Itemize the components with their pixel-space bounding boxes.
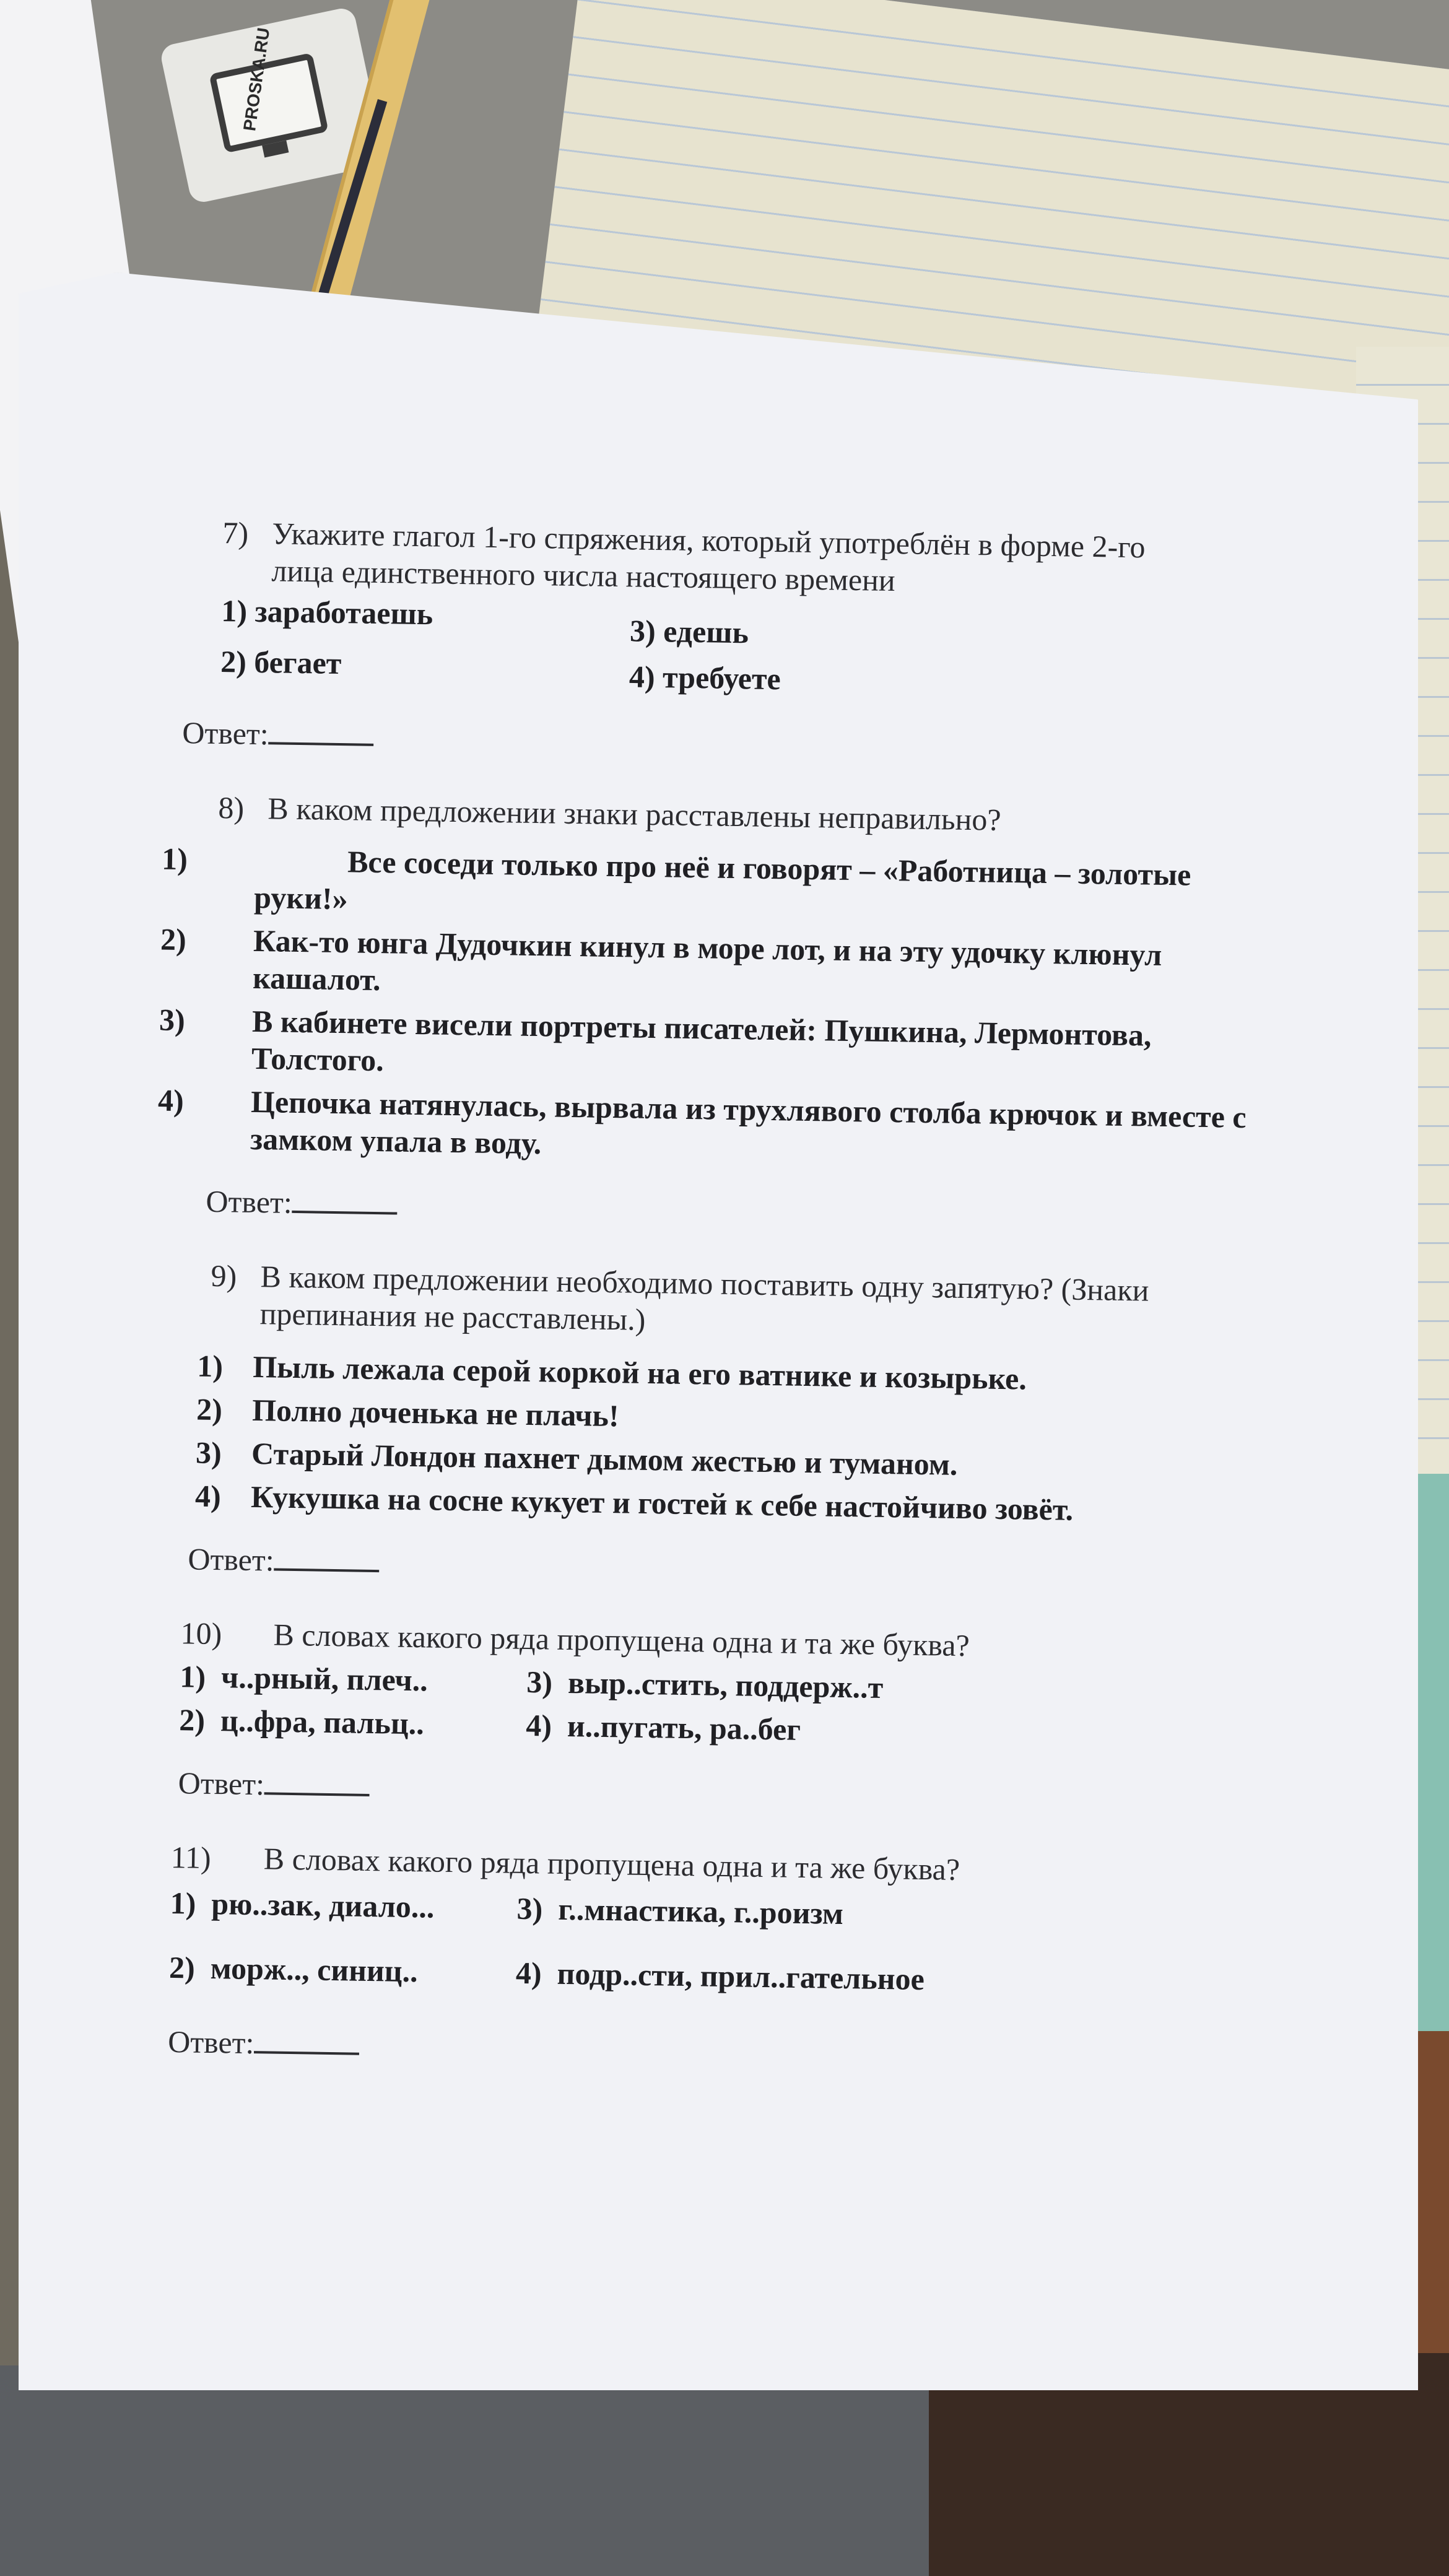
option-number: 3) [195, 1435, 222, 1471]
option-text: рю..зак, диало... [211, 1886, 435, 1925]
question-11 [168, 1838, 1267, 2078]
option-2 [220, 643, 630, 695]
option-2 [169, 1949, 516, 1991]
monitor-logo-icon [209, 26, 328, 154]
worksheet-content [157, 514, 1288, 2115]
question-text-continued: препинания не расставлены.) [259, 1296, 646, 1337]
logo-text: PROSKA.RU [240, 26, 274, 133]
option-3 [630, 598, 1039, 655]
question-text: В словах какого ряда пропущена одна и та же буква? [273, 1617, 970, 1663]
answer-label: Ответ: [182, 715, 269, 752]
answer-label: Ответ: [188, 1541, 275, 1578]
option-4 [526, 1707, 935, 1750]
option-text: Полно доченька не плачь! [251, 1392, 620, 1434]
answer-line[interactable] [254, 2032, 360, 2055]
option-text: г..мнастика, г..роизм [557, 1891, 844, 1931]
option-1 [161, 840, 1283, 932]
answer-line[interactable] [268, 723, 374, 746]
answer-field [206, 1183, 1277, 1237]
option-number: 1) [161, 841, 188, 877]
option-text: Кукушка на сосне кукует и гостей к себе настойчиво зовёт. [250, 1479, 1074, 1527]
option-1 [221, 592, 630, 649]
option-4 [157, 1081, 1279, 1173]
option-text: Цепочка натянулась, вырвала из трухлявого столба крючок и вместе с замком упала в воду. [250, 1084, 1247, 1161]
answer-field [178, 1764, 1268, 1819]
answer-field [188, 1540, 1272, 1594]
options-row [169, 1949, 1266, 2003]
answer-label: Ответ: [167, 2024, 255, 2061]
option-number: 1) [170, 1885, 196, 1921]
option-text-value: Все соседи только про неё и говорят – «Работница – золотые руки!» [253, 844, 1191, 916]
option-number: 4) [515, 1955, 542, 1991]
option-text: бегает [253, 644, 342, 681]
question-9 [188, 1257, 1276, 1595]
option-number: 1) [196, 1348, 224, 1384]
question-10 [178, 1614, 1271, 1819]
question-number: 8) [218, 790, 245, 825]
answer-line[interactable] [274, 1550, 380, 1573]
option-1 [180, 1658, 527, 1700]
option-number: 3) [516, 1891, 543, 1926]
option-number: 3) [159, 1002, 186, 1038]
option-number: 2) [178, 1702, 206, 1738]
option-number: 4) [629, 659, 656, 694]
question-number: 10) [180, 1616, 222, 1651]
option-number: 2) [168, 1949, 196, 1985]
option-number: 1) [180, 1659, 206, 1694]
option-text: В кабинете висели портреты писателей: Пушкина, Лермонтова, Толстого. [251, 1003, 1152, 1078]
option-text: выр..стить, поддерж..т [567, 1664, 884, 1705]
question-8-prompt [218, 789, 1284, 843]
option-text: едешь [663, 614, 749, 650]
answer-field [182, 714, 1285, 768]
question-text-continued: лица единственного числа настоящего времени [271, 553, 896, 598]
option-number: 3) [629, 613, 656, 648]
question-11-prompt [170, 1838, 1267, 1893]
option-number: 4) [157, 1082, 185, 1118]
option-text: ч..рный, плеч.. [220, 1660, 429, 1698]
question-text: В каком предложении знаки расставлены неправильно? [268, 791, 1002, 837]
option-text: подр..сти, прил..гательное [557, 1956, 925, 1997]
answer-line[interactable] [292, 1192, 398, 1215]
answer-label: Ответ: [178, 1765, 265, 1802]
option-4 [516, 1954, 1074, 2000]
question-number: 7) [222, 515, 249, 550]
options-list [157, 840, 1283, 1173]
option-3 [526, 1663, 936, 1707]
option-1 [170, 1884, 517, 1927]
question-8 [157, 789, 1284, 1237]
option-text: и..пугать, ра..бег [567, 1708, 801, 1747]
question-text: В словах какого ряда пропущена одна и та же буква? [263, 1841, 960, 1887]
option-2 [160, 921, 1282, 1012]
question-7 [182, 514, 1288, 768]
answer-label: Ответ: [206, 1183, 293, 1220]
option-text: Старый Лондон пахнет дымом жестью и туманом. [251, 1435, 958, 1482]
answer-line[interactable] [264, 1773, 370, 1796]
option-number: 4) [525, 1707, 552, 1743]
options-row [170, 1884, 1266, 1939]
question-number: 11) [170, 1839, 212, 1875]
question-number: 9) [211, 1258, 237, 1294]
option-text: Пыль лежала серой коркой на его ватнике и козырьке. [252, 1349, 1027, 1396]
option-number: 3) [526, 1664, 553, 1700]
option-text: морж.., синиц.. [210, 1950, 419, 1989]
option-text: заработаешь [255, 593, 433, 632]
option-2 [179, 1701, 526, 1744]
option-number: 2) [196, 1391, 223, 1427]
option-number: 2) [220, 643, 247, 679]
option-text: ц..фра, пальц.. [220, 1703, 425, 1741]
option-3 [516, 1890, 1074, 1936]
option-3 [159, 1001, 1281, 1092]
option-text: Как-то юнга Дудочкин кинул в море лот, и на эту удочку клюнул кашалот. [252, 923, 1162, 998]
option-number: 4) [194, 1478, 222, 1514]
option-4 [629, 649, 1038, 701]
option-number: 1) [221, 593, 248, 629]
question-text: В каком предложении необходимо поставить одну запятую? (Знаки [260, 1259, 1149, 1308]
option-text: требуете [662, 659, 781, 697]
option-text [254, 842, 1283, 932]
options-list [195, 1347, 1275, 1531]
option-number: 2) [160, 921, 187, 957]
question-text: Укажите глагол 1-го спряжения, который употреблён в форме 2-го [272, 516, 1146, 565]
answer-field [168, 2023, 1264, 2078]
